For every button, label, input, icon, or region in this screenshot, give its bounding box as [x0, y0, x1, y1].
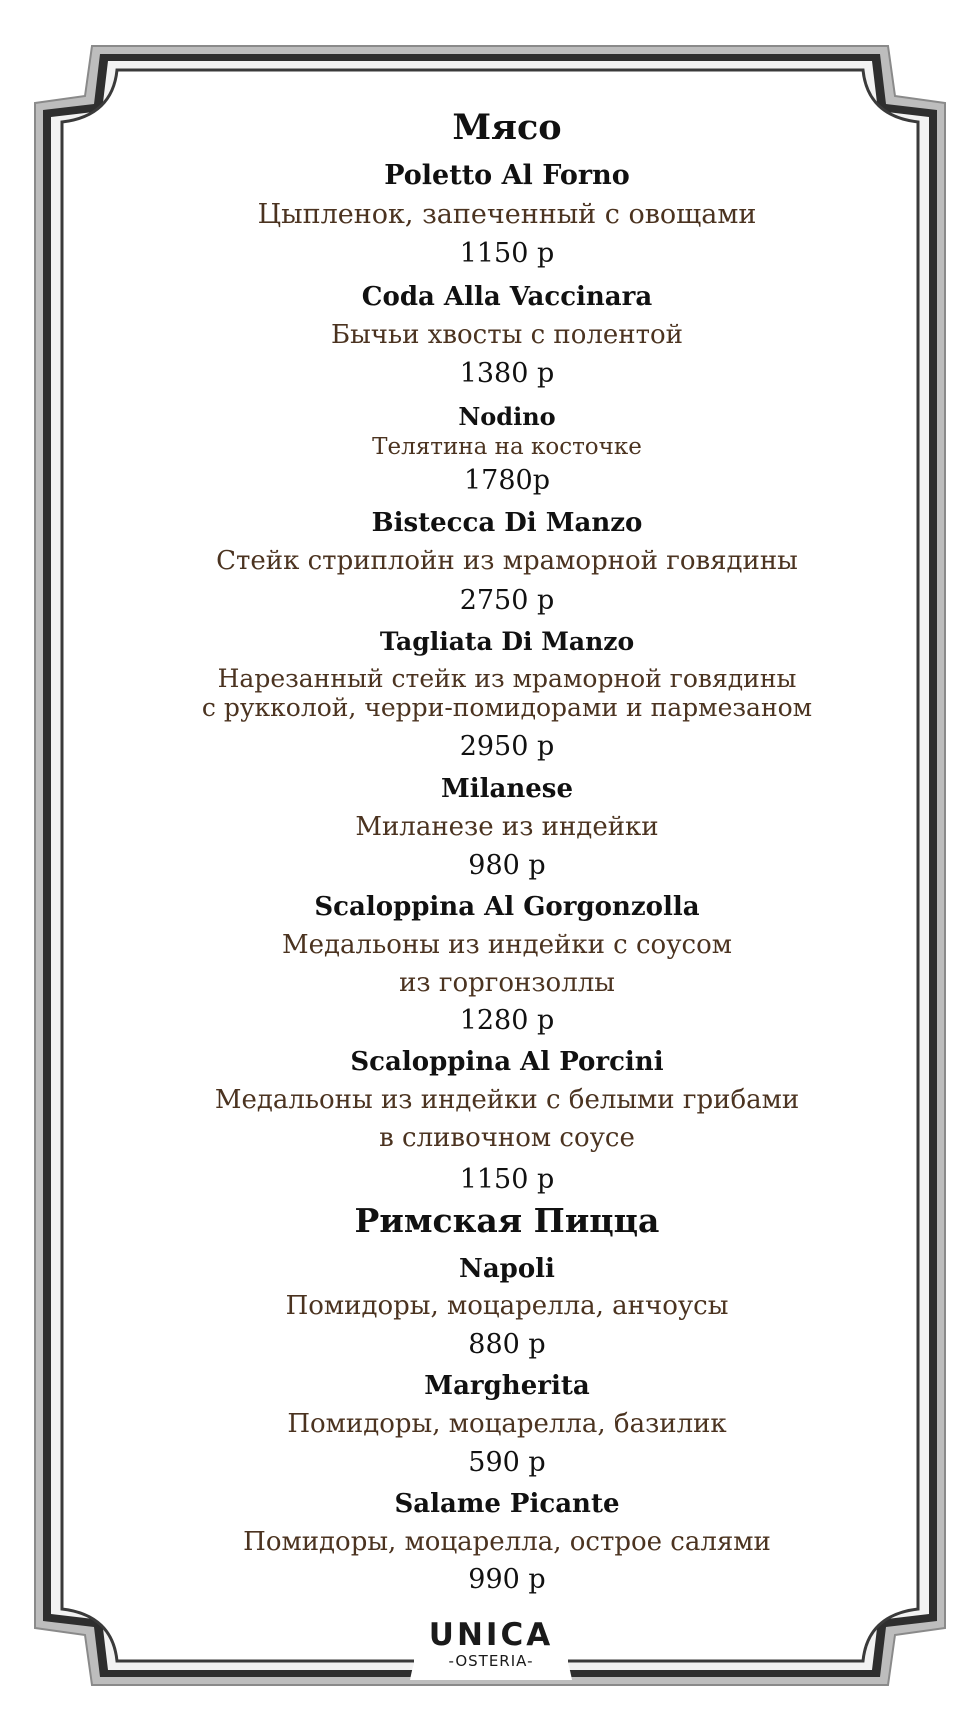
section-title: Мясо [452, 107, 562, 148]
item-name: Scaloppina Al Porcini [350, 1047, 664, 1077]
item-name: Scaloppina Al Gorgonzolla [314, 892, 700, 922]
item-price: 1280 р [459, 1005, 555, 1036]
item-name: Salame Picante [394, 1489, 620, 1519]
item-name: Margherita [424, 1371, 590, 1401]
item-name: Poletto Al Forno [384, 160, 630, 191]
item-price: 980 р [468, 850, 546, 881]
item-name: Milanese [440, 774, 573, 804]
logo-title: UNICA [428, 1617, 554, 1653]
item-price: 1380 р [459, 358, 555, 389]
item-price: 2950 р [459, 731, 555, 762]
item-desc: Помидоры, моцарелла, анчоусы [285, 1291, 729, 1321]
item-desc: из горгонзоллы [399, 968, 615, 998]
item-price: 990 р [468, 1564, 546, 1595]
item-desc: Медальоны из индейки с соусом [282, 930, 732, 960]
logo-subtitle: -OSTERIA- [448, 1652, 534, 1670]
item-price: 1150 р [459, 1164, 555, 1195]
item-desc: Телятина на косточке [372, 434, 642, 460]
item-price: 590 р [468, 1447, 546, 1478]
item-desc: с рукколой, черри-помидорами и пармезаном [201, 693, 813, 722]
item-price: 1150 р [459, 238, 555, 269]
item-name: Coda Alla Vaccinara [361, 282, 653, 312]
item-price: 880 р [468, 1329, 546, 1360]
item-desc: Миланезе из индейки [355, 812, 659, 842]
item-desc: в сливочном соусе [379, 1123, 635, 1153]
item-name: Nodino [458, 402, 556, 431]
item-price: 2750 р [459, 585, 555, 616]
item-name: Napoli [459, 1254, 555, 1284]
item-desc: Бычьи хвосты с полентой [330, 320, 683, 350]
item-desc: Цыпленок, запеченный с овощами [257, 199, 757, 230]
item-desc: Медальоны из индейки с белыми грибами [214, 1085, 800, 1115]
item-name: Bistecca Di Manzo [371, 508, 643, 538]
item-price: 1780р [464, 465, 550, 496]
item-desc: Стейк стриплойн из мраморной говядины [216, 546, 798, 576]
item-desc: Нарезанный стейк из мраморной говядины [217, 664, 797, 693]
menu-content [120, 108, 894, 1608]
logo [414, 1618, 568, 1678]
item-desc: Помидоры, моцарелла, базилик [287, 1409, 727, 1439]
section-title: Римская Пицца [354, 1201, 660, 1240]
item-desc: Помидоры, моцарелла, острое салями [243, 1527, 771, 1557]
item-name: Tagliata Di Manzo [379, 627, 635, 656]
